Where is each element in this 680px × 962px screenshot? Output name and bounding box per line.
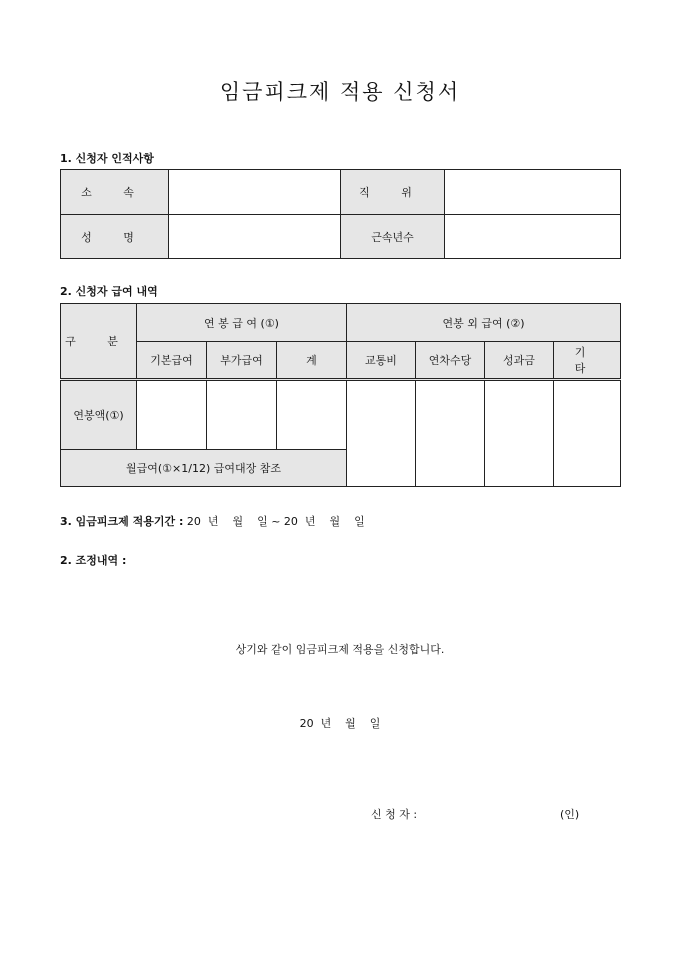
- other-field[interactable]: [554, 380, 621, 487]
- applicant-info-table: [60, 169, 621, 259]
- period-value[interactable]: 20 년 월 일 ~ 20 년 월 일: [183, 515, 365, 528]
- header-base-pay: 기본급여: [137, 342, 207, 380]
- section-1-heading: 1. 신청자 인적사항: [60, 152, 154, 165]
- name-field[interactable]: [169, 215, 341, 259]
- header-non-annual-salary: 연봉 외 급여 (②): [347, 304, 621, 342]
- header-division: 구 분: [61, 304, 137, 380]
- header-additional-pay: 부가급여: [207, 342, 277, 380]
- monthly-salary-note: 월급여(①×1/12) 급여대장 참조: [61, 450, 347, 487]
- header-other: 기 타: [554, 342, 621, 380]
- signing-date[interactable]: 20 년 월 일: [299, 717, 381, 730]
- section-2-heading: 2. 신청자 급여 내역: [60, 285, 158, 298]
- header-total: 계: [277, 342, 347, 380]
- label-name: 성 명: [61, 215, 169, 259]
- label-years-of-service: 근속년수: [341, 215, 445, 259]
- salary-table: [60, 303, 621, 487]
- document-title: 임금피크제 적용 신청서: [219, 80, 461, 104]
- application-period: [60, 513, 365, 529]
- header-annual-salary: 연 봉 급 여 (①): [137, 304, 347, 342]
- bonus-field[interactable]: [485, 380, 554, 487]
- total-field[interactable]: [277, 380, 347, 450]
- row-label-annual-amount: 연봉액(①): [61, 380, 137, 450]
- additional-pay-field[interactable]: [207, 380, 277, 450]
- years-of-service-field[interactable]: [445, 215, 621, 259]
- transportation-field[interactable]: [347, 380, 416, 487]
- section-adjustment-heading: 2. 조정내역 :: [60, 554, 127, 567]
- header-annual-leave-pay: 연차수당: [416, 342, 485, 380]
- base-pay-field[interactable]: [137, 380, 207, 450]
- position-field[interactable]: [445, 170, 621, 215]
- confirmation-text: 상기와 같이 임금피크제 적용을 신청합니다.: [235, 643, 445, 656]
- section-3-heading: 3. 임금피크제 적용기간 :: [60, 515, 184, 528]
- header-transportation: 교통비: [347, 342, 416, 380]
- seal-label: (인): [560, 808, 580, 821]
- applicant-label: 신 청 자 :: [371, 808, 418, 821]
- affiliation-field[interactable]: [169, 170, 341, 215]
- header-bonus: 성과금: [485, 342, 554, 380]
- annual-leave-pay-field[interactable]: [416, 380, 485, 487]
- label-affiliation: 소 속: [61, 170, 169, 215]
- label-position: 직 위: [341, 170, 445, 215]
